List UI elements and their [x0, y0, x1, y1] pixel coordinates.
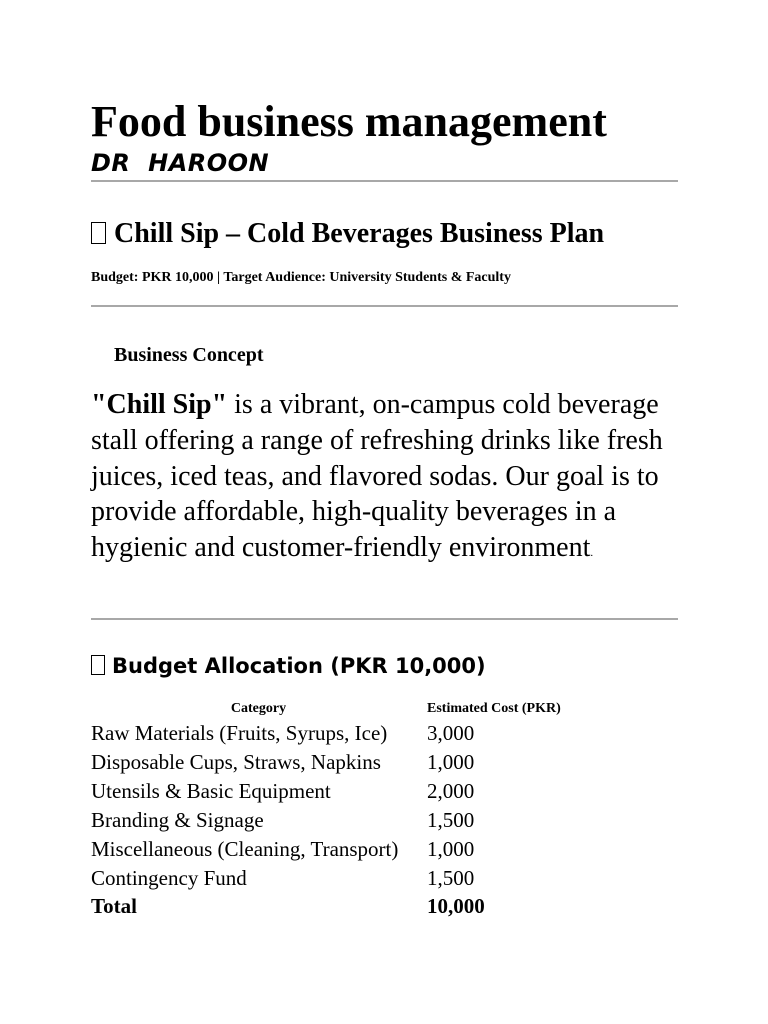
table-total-row [91, 892, 561, 921]
column-header-category: Category [230, 701, 287, 716]
business-name: "Chill Sip" [91, 389, 228, 420]
cost-cell: 1,500 [427, 865, 475, 890]
concept-paragraph [91, 387, 678, 572]
section-heading-budget [91, 651, 486, 681]
total-cost-cell: 10,000 [427, 894, 485, 919]
table-header-row [91, 699, 561, 719]
section-heading-concept: Business Concept [114, 344, 264, 366]
cost-cell: 3,000 [427, 721, 475, 745]
table-row [91, 719, 561, 748]
divider [91, 305, 678, 307]
cost-cell: 2,000 [427, 778, 475, 803]
table-row [91, 806, 561, 835]
category-cell: Raw Materials (Fruits, Syrups, Ice) [91, 721, 388, 745]
table-row [91, 835, 561, 864]
budget-audience-line: Budget: PKR 10,000 | Target Audience: University Students & Faculty [91, 270, 511, 285]
document-title: Food business management [91, 97, 607, 146]
author-name: DR HAROON [91, 149, 270, 177]
category-cell: Disposable Cups, Straws, Napkins [91, 749, 381, 774]
plan-title-text: Chill Sip – Cold Beverages Business Plan [114, 218, 605, 249]
missing-glyph-icon [91, 222, 106, 244]
category-cell: Branding & Signage [91, 807, 264, 832]
cost-cell: 1,500 [427, 807, 475, 832]
column-header-cost: Estimated Cost (PKR) [427, 701, 561, 716]
category-cell: Utensils & Basic Equipment [91, 778, 331, 803]
table-row [91, 864, 561, 893]
concept-period: . [590, 547, 594, 560]
concept-text: is a vibrant, on-campus cold beverage stall offering a range of refreshing drinks like fresh juices, iced teas, and flavored sodas. Our goal is to provide affordable, high-quality beverages in a hygienic and customer-friendly environment [91, 389, 663, 564]
budget-table [91, 699, 561, 921]
missing-glyph-icon [91, 655, 105, 675]
table-row [91, 748, 561, 777]
total-label-cell: Total [91, 894, 137, 919]
budget-heading-text: Budget Allocation (PKR 10,000) [112, 654, 486, 678]
cost-cell: 1,000 [427, 749, 475, 774]
category-cell: Miscellaneous (Cleaning, Transport) [91, 836, 399, 861]
plan-title [91, 216, 604, 252]
divider [91, 618, 678, 620]
divider [91, 180, 678, 182]
cost-cell: 1,000 [427, 836, 475, 861]
category-cell: Contingency Fund [91, 865, 247, 890]
table-row [91, 777, 561, 806]
